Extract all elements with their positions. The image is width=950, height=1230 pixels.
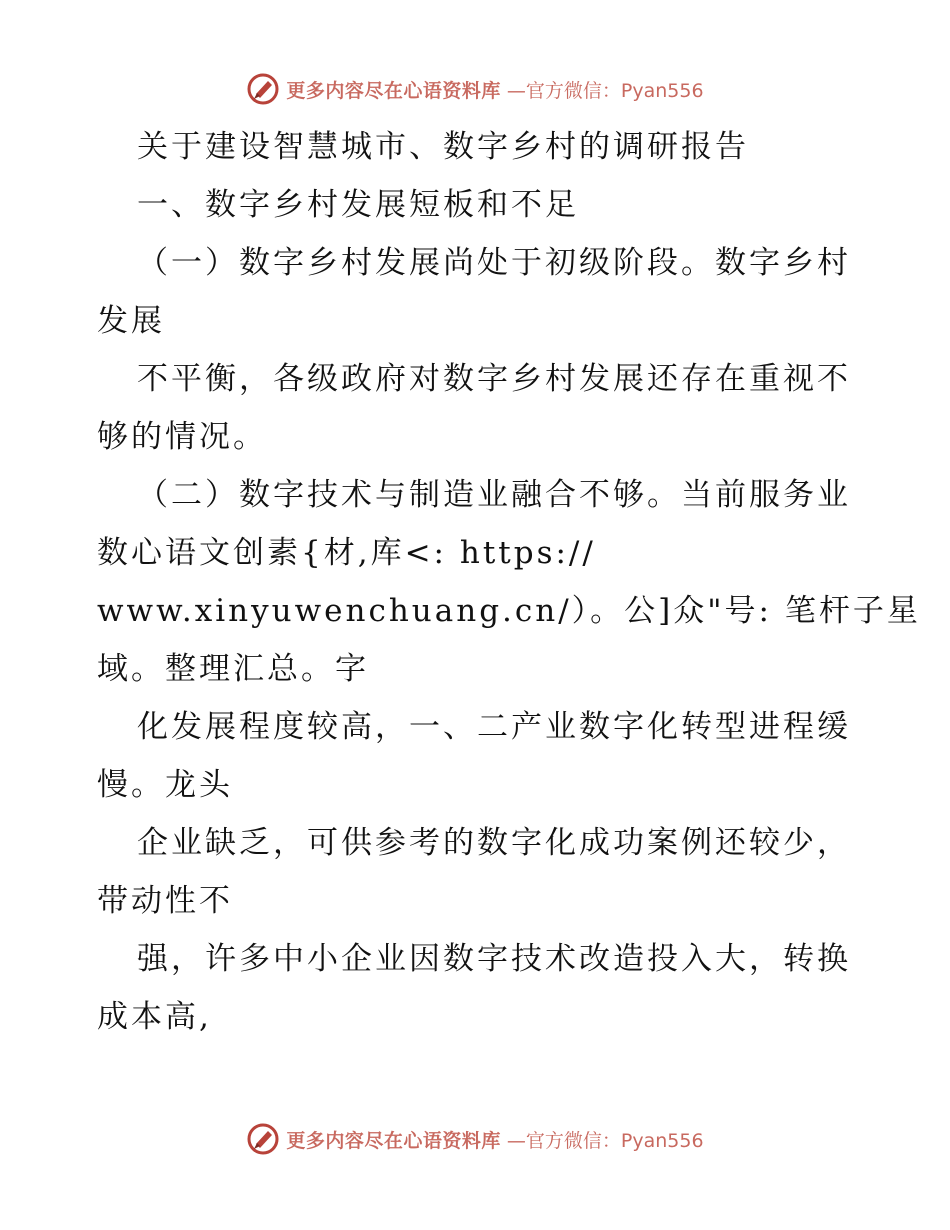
paragraph-line: （一）数字乡村发展尚处于初级阶段。数字乡村 [137, 245, 851, 281]
section-heading: 一、数字乡村发展短板和不足 [137, 187, 579, 223]
footer-banner [0, 1122, 950, 1156]
paragraph-line: 成本高, [97, 999, 212, 1035]
brand-logo-icon [246, 72, 280, 106]
paragraph-line: （二）数字技术与制造业融合不够。当前服务业 [137, 477, 851, 513]
paragraph-line: 化发展程度较高，一、二产业数字化转型进程缓 [137, 709, 851, 745]
paragraph-line: 带动性不 [97, 883, 233, 919]
paragraph-line: 数心语文创素{材,库<: https:// [97, 535, 596, 571]
document-body [97, 118, 921, 1046]
paragraph-line: 域。整理汇总。字 [97, 651, 369, 687]
paragraph-line: 企业缺乏，可供参考的数字化成功案例还较少， [137, 825, 851, 861]
paragraph-line: 发展 [97, 303, 165, 339]
footer-banner-text: 更多内容尽在心语资料库 [286, 1129, 501, 1152]
paragraph-line: 强，许多中小企业因数字技术改造投入大，转换 [137, 941, 851, 977]
paragraph-line: www.xinyuwenchuang.cn/）。公]众"号: 笔杆子星 [97, 593, 921, 629]
header-banner-text: 更多内容尽在心语资料库 [286, 79, 501, 102]
brand-logo-icon [246, 1122, 280, 1156]
paragraph-line: 慢。龙头 [97, 767, 233, 803]
paragraph-line: 不平衡，各级政府对数字乡村发展还存在重视不 [137, 361, 851, 397]
header-banner-subtext: —官方微信：Pyan556 [506, 79, 704, 102]
document-title: 关于建设智慧城市、数字乡村的调研报告 [137, 129, 749, 165]
footer-banner-subtext: —官方微信：Pyan556 [506, 1129, 704, 1152]
header-banner [0, 72, 950, 106]
paragraph-line: 够的情况。 [97, 419, 267, 455]
